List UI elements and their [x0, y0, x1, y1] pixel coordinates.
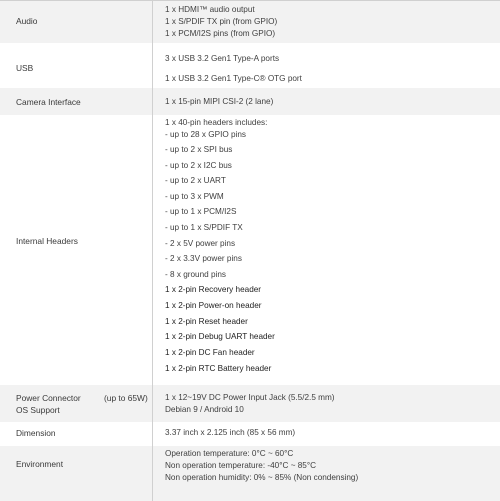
spec-label-environment: Environment [16, 459, 64, 469]
spec-row-internal-headers [0, 115, 500, 386]
spec-label-camera: Camera Interface [16, 97, 81, 107]
spec-row-dimension [0, 422, 500, 447]
spec-row-audio [0, 1, 500, 44]
spec-value-header-line: 1 x 2-pin Recovery header [165, 285, 262, 294]
column-divider [152, 446, 153, 501]
spec-value-header-line: - up to 2 x SPI bus [165, 145, 233, 154]
spec-value-audio-1: 1 x HDMI™ audio output [165, 5, 255, 14]
spec-value-header-line: - 8 x ground pins [165, 270, 226, 279]
column-divider [152, 115, 153, 385]
spec-value-header-line: - 2 x 3.3V power pins [165, 254, 242, 263]
column-divider [152, 385, 153, 422]
spec-value-header-line: - up to 3 x PWM [165, 192, 224, 201]
spec-value-os: Debian 9 / Android 10 [165, 405, 244, 414]
spec-label-power: Power Connector [16, 393, 81, 403]
spec-label-os: OS Support [16, 405, 60, 415]
column-divider [152, 43, 153, 88]
spec-value-environment-3: Non operation humidity: 0% ~ 85% (Non condensing) [165, 473, 359, 482]
column-divider [152, 422, 153, 446]
spec-value-header-line: 1 x 40-pin headers includes: [165, 118, 268, 127]
spec-label-internal-headers: Internal Headers [16, 236, 78, 246]
spec-value-usb-2: 1 x USB 3.2 Gen1 Type-C® OTG port [165, 74, 302, 83]
spec-value-audio-2: 1 x S/PDIF TX pin (from GPIO) [165, 17, 278, 26]
spec-value-environment-1: Operation temperature: 0°C ~ 60°C [165, 449, 294, 458]
spec-value-audio-3: 1 x PCM/I2S pins (from GPIO) [165, 29, 276, 38]
spec-value-header-line: - up to 28 x GPIO pins [165, 130, 247, 139]
spec-row-power-os [0, 385, 500, 423]
spec-value-usb-1: 3 x USB 3.2 Gen1 Type-A ports [165, 54, 280, 63]
spec-value-dimension: 3.37 inch x 2.125 inch (85 x 56 mm) [165, 428, 296, 437]
spec-value-power: 1 x 12~19V DC Power Input Jack (5.5/2.5 mm) [165, 393, 335, 402]
column-divider [152, 88, 153, 115]
spec-value-header-line: - up to 2 x I2C bus [165, 161, 232, 170]
spec-value-environment-2: Non operation temperature: -40°C ~ 85°C [165, 461, 317, 470]
spec-value-header-line: 1 x 2-pin RTC Battery header [165, 364, 272, 373]
spec-value-header-line: 1 x 2-pin Reset header [165, 317, 248, 326]
column-divider [152, 1, 153, 43]
spec-value-header-line: 1 x 2-pin Power-on header [165, 301, 262, 310]
spec-row-usb [0, 43, 500, 89]
spec-value-header-line: 1 x 2-pin DC Fan header [165, 348, 255, 357]
spec-value-header-line: - up to 1 x S/PDIF TX [165, 223, 243, 232]
spec-value-header-line: - up to 1 x PCM/I2S [165, 207, 237, 216]
spec-row-camera [0, 88, 500, 116]
spec-value-camera: 1 x 15-pin MIPI CSI-2 (2 lane) [165, 97, 274, 106]
spec-value-header-line: - up to 2 x UART [165, 176, 226, 185]
spec-value-header-line: - 2 x 5V power pins [165, 239, 236, 248]
spec-value-header-line: 1 x 2-pin Debug UART header [165, 332, 275, 341]
spec-label-audio: Audio [16, 16, 38, 26]
spec-label-dimension: Dimension [16, 428, 56, 438]
spec-row-environment [0, 446, 500, 501]
spec-label-usb: USB [16, 63, 34, 73]
spec-label-power-note: (up to 65W) [104, 393, 148, 403]
